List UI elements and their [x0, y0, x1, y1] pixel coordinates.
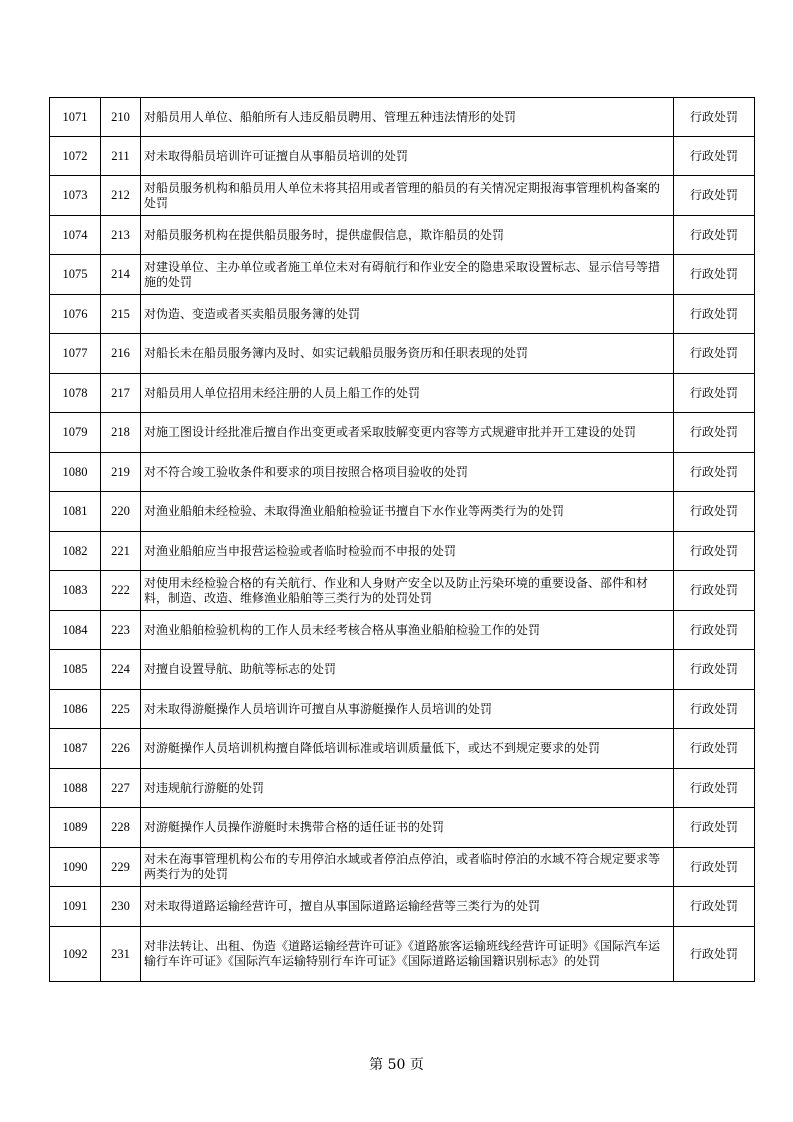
sub-number-cell: 210 [101, 98, 141, 137]
category-cell: 行政处罚 [674, 176, 755, 216]
sub-number-cell: 213 [101, 216, 141, 255]
sub-number-cell: 222 [101, 571, 141, 611]
table-row [50, 808, 755, 848]
item-name-cell: 对未取得道路运输经营许可，擅自从事国际道路运输经营等三类行为的处罚 [141, 887, 674, 927]
seq-cell: 1087 [50, 729, 101, 769]
category-cell: 行政处罚 [674, 650, 755, 690]
sub-number-cell: 212 [101, 176, 141, 216]
sub-number-cell: 218 [101, 413, 141, 453]
table-row [50, 453, 755, 492]
category-cell: 行政处罚 [674, 848, 755, 887]
item-name-cell: 对船员用人单位、船舶所有人违反船员聘用、管理五种违法情形的处罚 [141, 98, 674, 137]
table-row [50, 176, 755, 216]
item-name-cell: 对船员服务机构和船员用人单位未将其招用或者管理的船员的有关情况定期报海事管理机构备案的处罚 [141, 176, 674, 216]
category-cell: 行政处罚 [674, 887, 755, 927]
table-row [50, 848, 755, 887]
item-name-cell: 对建设单位、主办单位或者施工单位未对有碍航行和作业安全的隐患采取设置标志、显示信号等措施的处罚 [141, 255, 674, 295]
category-cell: 行政处罚 [674, 808, 755, 848]
sub-number-cell: 211 [101, 137, 141, 176]
category-cell: 行政处罚 [674, 216, 755, 255]
seq-cell: 1071 [50, 98, 101, 137]
category-cell: 行政处罚 [674, 255, 755, 295]
sub-number-cell: 214 [101, 255, 141, 295]
seq-cell: 1084 [50, 611, 101, 650]
item-name-cell: 对不符合竣工验收条件和要求的项目按照合格项目验收的处罚 [141, 453, 674, 492]
category-cell: 行政处罚 [674, 532, 755, 571]
category-cell: 行政处罚 [674, 374, 755, 413]
category-cell: 行政处罚 [674, 769, 755, 808]
sub-number-cell: 221 [101, 532, 141, 571]
table-row [50, 532, 755, 571]
item-name-cell: 对伪造、变造或者买卖船员服务簿的处罚 [141, 295, 674, 334]
table-row [50, 413, 755, 453]
seq-cell: 1090 [50, 848, 101, 887]
item-name-cell: 对船长未在船员服务簿内及时、如实记载船员服务资历和任职表现的处罚 [141, 334, 674, 374]
table-row [50, 216, 755, 255]
category-cell: 行政处罚 [674, 492, 755, 532]
item-name-cell: 对非法转让、出租、伪造《道路运输经营许可证》《道路旅客运输班线经营许可证明》《国际汽车运输行车许可证》《国际汽车运输特别行车许可证》《国际道路运输国籍识别标志》的处罚 [141, 927, 674, 982]
sub-number-cell: 228 [101, 808, 141, 848]
category-cell: 行政处罚 [674, 413, 755, 453]
category-cell: 行政处罚 [674, 334, 755, 374]
item-name-cell: 对未取得游艇操作人员培训许可擅自从事游艇操作人员培训的处罚 [141, 690, 674, 729]
sub-number-cell: 224 [101, 650, 141, 690]
seq-cell: 1086 [50, 690, 101, 729]
item-name-cell: 对渔业船舶检验机构的工作人员未经考核合格从事渔业船舶检验工作的处罚 [141, 611, 674, 650]
item-name-cell: 对违规航行游艇的处罚 [141, 769, 674, 808]
category-cell: 行政处罚 [674, 98, 755, 137]
item-name-cell: 对渔业船舶应当申报营运检验或者临时检验而不申报的处罚 [141, 532, 674, 571]
table-row [50, 571, 755, 611]
table-row [50, 887, 755, 927]
item-name-cell: 对施工图设计经批准后擅自作出变更或者采取肢解变更内容等方式规避审批并开工建设的处罚 [141, 413, 674, 453]
item-name-cell: 对船员服务机构在提供船员服务时，提供虚假信息，欺诈船员的处罚 [141, 216, 674, 255]
seq-cell: 1088 [50, 769, 101, 808]
category-cell: 行政处罚 [674, 453, 755, 492]
table-row [50, 255, 755, 295]
sub-number-cell: 226 [101, 729, 141, 769]
table-row [50, 98, 755, 137]
seq-cell: 1074 [50, 216, 101, 255]
seq-cell: 1083 [50, 571, 101, 611]
table-row [50, 650, 755, 690]
table-row [50, 295, 755, 334]
sub-number-cell: 217 [101, 374, 141, 413]
sub-number-cell: 215 [101, 295, 141, 334]
sub-number-cell: 227 [101, 769, 141, 808]
seq-cell: 1076 [50, 295, 101, 334]
sub-number-cell: 231 [101, 927, 141, 982]
seq-cell: 1091 [50, 887, 101, 927]
item-name-cell: 对擅自设置导航、助航等标志的处罚 [141, 650, 674, 690]
table-row [50, 334, 755, 374]
sub-number-cell: 220 [101, 492, 141, 532]
seq-cell: 1072 [50, 137, 101, 176]
seq-cell: 1089 [50, 808, 101, 848]
seq-cell: 1081 [50, 492, 101, 532]
category-cell: 行政处罚 [674, 729, 755, 769]
seq-cell: 1092 [50, 927, 101, 982]
item-name-cell: 对游艇操作人员培训机构擅自降低培训标准或培训质量低下，或达不到规定要求的处罚 [141, 729, 674, 769]
category-cell: 行政处罚 [674, 137, 755, 176]
sub-number-cell: 230 [101, 887, 141, 927]
table-row [50, 611, 755, 650]
table-row [50, 769, 755, 808]
item-name-cell: 对船员用人单位招用未经注册的人员上船工作的处罚 [141, 374, 674, 413]
category-cell: 行政处罚 [674, 690, 755, 729]
administrative-penalty-table [49, 97, 755, 982]
seq-cell: 1079 [50, 413, 101, 453]
seq-cell: 1085 [50, 650, 101, 690]
table-row [50, 690, 755, 729]
sub-number-cell: 225 [101, 690, 141, 729]
seq-cell: 1077 [50, 334, 101, 374]
table-row [50, 374, 755, 413]
seq-cell: 1075 [50, 255, 101, 295]
sub-number-cell: 223 [101, 611, 141, 650]
sub-number-cell: 229 [101, 848, 141, 887]
seq-cell: 1078 [50, 374, 101, 413]
sub-number-cell: 216 [101, 334, 141, 374]
item-name-cell: 对渔业船舶未经检验、未取得渔业船舶检验证书擅自下水作业等两类行为的处罚 [141, 492, 674, 532]
seq-cell: 1073 [50, 176, 101, 216]
page-number: 第 50 页 [369, 1057, 424, 1073]
table-row [50, 729, 755, 769]
table-row [50, 137, 755, 176]
table-row [50, 492, 755, 532]
item-name-cell: 对使用未经检验合格的有关航行、作业和人身财产安全以及防止污染环境的重要设备、部件和材料，制造、改造、维修渔业船舶等三类行为的处罚处罚 [141, 571, 674, 611]
table-row [50, 927, 755, 982]
seq-cell: 1080 [50, 453, 101, 492]
item-name-cell: 对未取得船员培训许可证擅自从事船员培训的处罚 [141, 137, 674, 176]
category-cell: 行政处罚 [674, 571, 755, 611]
category-cell: 行政处罚 [674, 611, 755, 650]
category-cell: 行政处罚 [674, 927, 755, 982]
category-cell: 行政处罚 [674, 295, 755, 334]
item-name-cell: 对游艇操作人员操作游艇时未携带合格的适任证书的处罚 [141, 808, 674, 848]
item-name-cell: 对未在海事管理机构公布的专用停泊水域或者停泊点停泊，或者临时停泊的水域不符合规定要求等两类行为的处罚 [141, 848, 674, 887]
seq-cell: 1082 [50, 532, 101, 571]
sub-number-cell: 219 [101, 453, 141, 492]
table-body [50, 98, 755, 982]
